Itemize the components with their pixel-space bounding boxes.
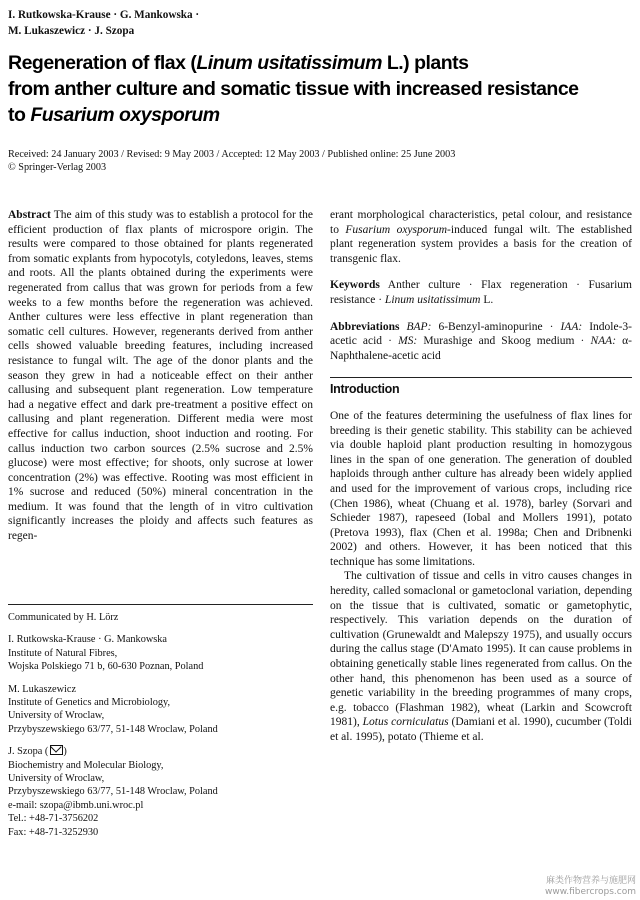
affiliation-line: I. Rutkowska-Krause · G. Mankowska [8, 634, 167, 646]
section-divider [330, 377, 632, 378]
affiliation-line: Wojska Polskiego 71 b, 60-630 Poznan, Poland [8, 661, 204, 673]
dates-line: Received: 24 January 2003 / Revised: 9 May 2003 / Accepted: 12 May 2003 / Published online: 25 June 2003 [8, 149, 456, 160]
title-text: to [8, 104, 31, 126]
abstract [8, 208, 313, 544]
affiliation-line: Institute of Genetics and Microbiology, [8, 697, 171, 709]
abbreviations-label: Abbreviations [330, 320, 400, 333]
abstract-label: Abstract [8, 209, 51, 221]
affiliation-2 [8, 683, 313, 737]
abbr-key: NAA: [590, 335, 617, 348]
introduction-paragraph-1: One of the features determining the usefulness of flax lines for breeding is their genetic stability. This stability can be achieved via double haploid plant production resulting in homozygous lines in the span of one generation. The generation of doubled haploids through anther culture has already been widely applied and used for the improvement of various crops, including rice (Chen 1986), wheat (Chuang et al. 1978), barley (Sorvari and Schieder 1987), rapeseed (Iobal and Mollers 1991), potato (Pretova 1993), flax (Chen et al. 1998a; Chen and Dribnenki 2002) and others. However, it has been noticed that this technique has some limitations. [330, 409, 632, 568]
left-column [8, 208, 313, 544]
introduction-paragraph-2 [330, 569, 632, 744]
right-column [330, 208, 632, 745]
abstract-text: erant morphological characteristics, petal colour, and resistance to [330, 209, 632, 236]
affiliation-1 [8, 633, 313, 673]
paper-title [8, 50, 628, 128]
abbr-value: α-Naphthalene-acetic acid [330, 335, 632, 362]
title-text: Regeneration of flax ( [8, 52, 197, 74]
keywords [330, 278, 632, 307]
title-text: L.) plants [381, 52, 469, 74]
email-line[interactable]: e-mail: szopa@ibmb.uni.wroc.pl [8, 799, 144, 811]
keywords-text: L. [480, 293, 494, 306]
title-pathogen: Fusarium oxysporum [30, 104, 220, 126]
keywords-label: Keywords [330, 279, 380, 292]
publication-dates [8, 148, 628, 174]
abbr-value: Indole-3-acetic acid · [330, 320, 633, 348]
title-line-2: from anther culture and somatic tissue with increased resistance [8, 78, 579, 100]
author-list [8, 7, 308, 39]
affiliation-line: Przybyszewskiego 63/77, 51-148 Wroclaw, Poland [8, 723, 218, 735]
watermark-line-1: 麻类作物营养与施肥网 [545, 876, 636, 886]
site-watermark [545, 876, 636, 898]
abbr-key: IAA: [560, 320, 583, 333]
copyright-line: © Springer-Verlag 2003 [8, 162, 107, 173]
keywords-species: Linum usitatissimum [384, 293, 481, 306]
introduction-heading: Introduction [330, 382, 400, 397]
abstract-text: The aim of this study was to establish a protocol for the efficient production of flax plants of microspore origin. The results were compared to those obtained for plants regenerated from somatic explants from hypocotyls, cotyledons, leaves, stems and roots. All the plants obtained during the experiments were regenerated from callus that was grown for periods from a few weeks to a few months before the regeneration was achieved. Anther cultures were less effective in plant regeneration than somatic cell cultures. However, regenerants derived from anther cells showed valuable breeding features, including increased resistance to fungal wilt. The age of the donor plants and the season they grew in had a noticeable effect on their anther callusing and subsequent plant regeneration. Low temperature had a negative effect and dark pre-treatment a positive effect on callusing and plant regeneration. Different media were most effective for callus induction, shoot induction and rooting. For callus induction two carbon sources (2.5% sucrose and 2.5% glucose) were most effective; for shoots, only sucrose at lower concentration (2%) was effective. Rooting was most efficient in 1% sucrose and reduced (50%) mineral concentration in the medium. It was found that the length of in vitro cultivation significantly increases the ploidy and affects such features as regen- [8, 209, 314, 543]
corresponding-name: J. Szopa ( [8, 746, 49, 758]
affiliation-line: Biochemistry and Molecular Biology, [8, 759, 164, 771]
abbr-value: 6-Benzyl-aminopurine · [431, 320, 561, 333]
affiliation-line: Przybyszewskiego 63/77, 51-148 Wroclaw, Poland [8, 786, 218, 798]
abstract-text: -induced fungal wilt. The established plant regeneration system provides a basis for the creation of transgenic flax. [330, 223, 632, 265]
communicated-by: Communicated by H. Lörz [8, 612, 119, 623]
affiliation-line: M. Lukaszewicz [8, 683, 77, 695]
abstract-pathogen: Fusarium oxysporum [345, 223, 448, 236]
abbr-key: MS: [398, 335, 418, 348]
authors-line-2: M. Lukaszewicz · J. Szopa [8, 25, 135, 37]
paren: ) [63, 746, 67, 758]
phone-line: Tel.: +48-71-3756202 [8, 813, 99, 825]
abbr-value: Murashige and Skoog medium · [417, 335, 591, 348]
affiliation-line: University of Wroclaw, [8, 710, 105, 722]
title-species: Linum usitatissimum [196, 52, 382, 74]
abbreviations [330, 320, 632, 364]
watermark-line-2: www.fibercrops.com [545, 887, 636, 897]
affiliation-divider [8, 604, 313, 605]
corresponding-author [8, 745, 313, 758]
paragraph-text: (Damiani et al. 1990), cucumber (Toldi et al. 1995), potato (Thieme et al. [330, 716, 632, 743]
paragraph-text: The cultivation of tissue and cells in vitro causes changes in heredity, called somaclonal or gametoclonal variation, depending on the tissue that is cultivated, somatic or gametophytic, respectively. This variation depends on the duration of cultivation (Grunewaldt and Malepszy 1975), and usually occurs during the callus stage (D'Amato 1995). It can cause problems in obtaining genetically stable lines regenerated from callus. On the other hand, this phenomenon has been used as a source of genetic variability in the breeding programmes of many crops, e.g. tobacco (Flashman 1982), wheat (Larkin and Scowcroft 1981), [330, 570, 632, 729]
affiliation-line: University of Wroclaw, [8, 773, 105, 785]
envelope-icon [50, 745, 63, 755]
authors-line-1: I. Rutkowska-Krause · G. Mankowska · [8, 9, 200, 21]
affiliation-3 [8, 745, 313, 839]
fax-line: Fax: +48-71-3252930 [8, 826, 99, 838]
abstract-continued [330, 208, 632, 266]
abbr-key: BAP: [406, 320, 432, 333]
keywords-text: Anther culture · Flax regeneration · Fusarium resistance · [330, 279, 632, 306]
affiliations [8, 611, 313, 848]
affiliation-line: Institute of Natural Fibres, [8, 647, 118, 659]
paragraph-species: Lotus corniculatus [362, 716, 449, 729]
